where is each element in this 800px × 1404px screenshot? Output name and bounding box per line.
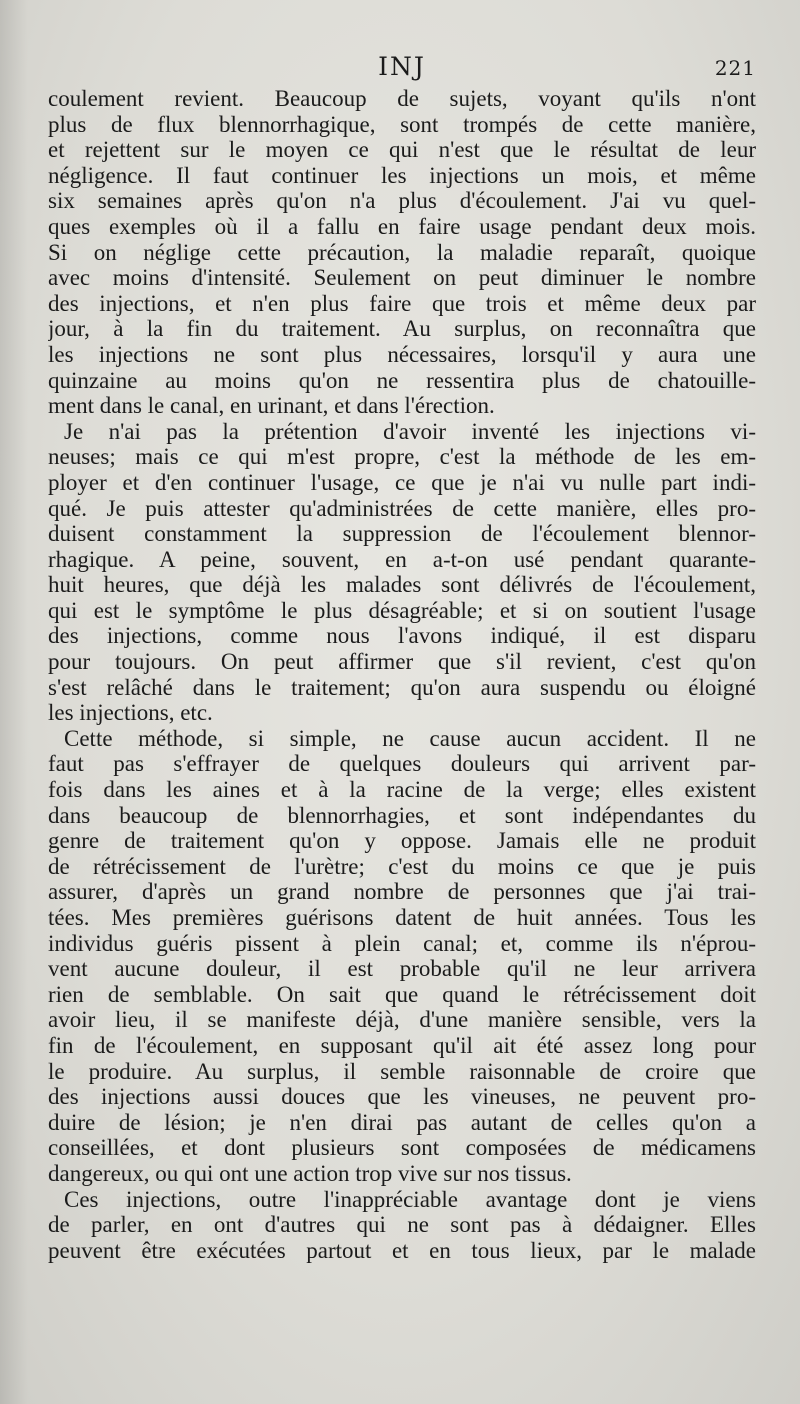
text-line: avoir lieu, il se manifeste déjà, d'une manière sensible, vers la — [48, 1007, 756, 1033]
text-line: genre de traitement qu'on y oppose. Jamais elle ne produit — [48, 828, 756, 854]
running-title: INJ — [378, 52, 426, 81]
text-line: et rejettent sur le moyen ce qui n'est que le résultat de leur — [48, 137, 756, 163]
text-line: ployer et d'en continuer l'usage, ce que je n'ai vu nulle part indi- — [48, 469, 756, 495]
text-line: des injections aussi douces que les vineuses, ne peuvent pro- — [48, 1084, 756, 1110]
text-line: les injections ne sont plus nécessaires, lorsqu'il y aura une — [48, 341, 756, 367]
text-line: duire de lésion; je n'en dirai pas autant de celles qu'on a — [48, 1109, 756, 1135]
paragraph — [48, 419, 756, 726]
text-line: six semaines après qu'on n'a plus d'écoulement. J'ai vu quel- — [48, 188, 756, 214]
text-line: Si on néglige cette précaution, la maladie reparaît, quoique — [48, 239, 756, 265]
text-line: qui est le symptôme le plus désagréable; et si on soutient l'usage — [48, 597, 756, 623]
text-line: quinzaine au moins qu'on ne ressentira plus de chatouille- — [48, 367, 756, 393]
text-line: huit heures, que déjà les malades sont délivrés de l'écoulement, — [48, 572, 756, 598]
text-line: ques exemples où il a fallu en faire usage pendant deux mois. — [48, 213, 756, 239]
text-line: vent aucune douleur, il est probable qu'il ne leur arrivera — [48, 956, 756, 982]
text-line: fois dans les aines et à la racine de la verge; elles existent — [48, 777, 756, 803]
text-line: Cette méthode, si simple, ne cause aucun accident. Il ne — [64, 725, 756, 751]
text-line: les injections, etc. — [48, 700, 213, 726]
text-line: dans beaucoup de blennorrhagies, et sont indépendantes du — [48, 802, 756, 828]
page-number: 221 — [714, 56, 756, 80]
text-line: s'est relâché dans le traitement; qu'on aura suspendu ou éloigné — [48, 674, 756, 700]
text-line: avec moins d'intensité. Seulement on peut diminuer le nombre — [48, 265, 756, 291]
text-line: dangereux, ou qui ont une action trop vive sur nos tissus. — [48, 1160, 572, 1186]
text-line: Ces injections, outre l'inappréciable avantage dont je viens — [64, 1186, 756, 1212]
text-line: peuvent être exécutées partout et en tous lieux, par le malade — [48, 1237, 756, 1263]
text-line: plus de flux blennorrhagique, sont trompés de cette manière, — [48, 111, 756, 137]
text-line: conseillées, et dont plusieurs sont composées de médicamens — [48, 1135, 756, 1161]
text-line: qué. Je puis attester qu'administrées de cette manière, elles pro- — [48, 495, 756, 521]
body-text — [48, 86, 756, 1263]
text-line: faut pas s'effrayer de quelques douleurs qui arrivent par- — [48, 751, 756, 777]
text-line: jour, à la fin du traitement. Au surplus, on reconnaîtra que — [48, 316, 756, 342]
text-line: ment dans le canal, en urinant, et dans l'érection. — [48, 393, 495, 419]
text-line: rhagique. A peine, souvent, en a-t-on usé pendant quarante- — [48, 546, 756, 572]
text-line: de parler, en ont d'autres qui ne sont pas à dédaigner. Elles — [48, 1212, 756, 1238]
text-line: neuses; mais ce qui m'est propre, c'est la méthode de les em- — [48, 444, 756, 470]
text-line: fin de l'écoulement, en supposant qu'il ait été assez long pour — [48, 1032, 756, 1058]
text-line: négligence. Il faut continuer les injections un mois, et même — [48, 162, 756, 188]
text-line: pour toujours. On peut affirmer que s'il revient, c'est qu'on — [48, 649, 756, 675]
text-line: assurer, d'après un grand nombre de personnes que j'ai trai- — [48, 879, 756, 905]
text-line: le produire. Au surplus, il semble raisonnable de croire que — [48, 1058, 756, 1084]
paragraph — [48, 1187, 756, 1264]
running-head — [48, 52, 756, 86]
text-line: individus guéris pissent à plein canal; et, comme ils n'éprou- — [48, 930, 756, 956]
text-line: des injections, et n'en plus faire que trois et même deux par — [48, 290, 756, 316]
text-line: Je n'ai pas la prétention d'avoir inventé les injections vi- — [64, 418, 756, 444]
paragraph — [48, 86, 756, 419]
text-line: coulement revient. Beaucoup de sujets, voyant qu'ils n'ont — [48, 86, 756, 111]
text-line: des injections, comme nous l'avons indiqué, il est disparu — [48, 623, 756, 649]
binding-shadow — [0, 0, 28, 1404]
text-line: de rétrécissement de l'urètre; c'est du moins ce que je puis — [48, 853, 756, 879]
text-line: rien de semblable. On sait que quand le rétrécissement doit — [48, 981, 756, 1007]
text-line: duisent constamment la suppression de l'écoulement blennor- — [48, 521, 756, 547]
paragraph — [48, 726, 756, 1187]
text-line: tées. Mes premières guérisons datent de huit années. Tous les — [48, 905, 756, 930]
